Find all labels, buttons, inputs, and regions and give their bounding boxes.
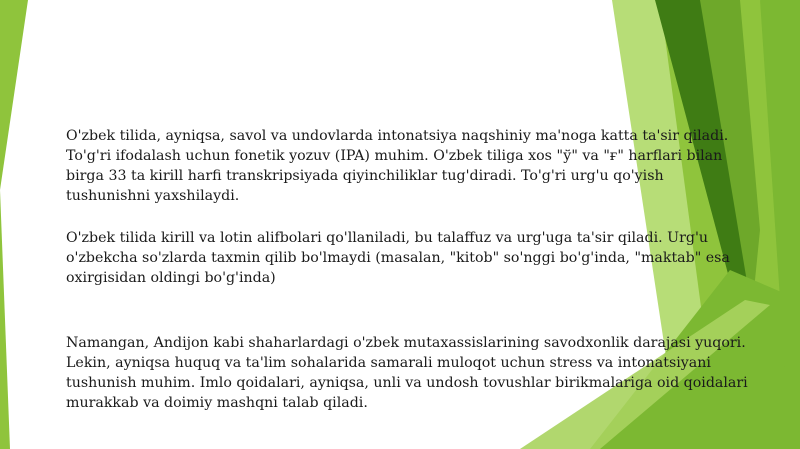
left-green-band [0,0,28,190]
left-green-band-lower [0,190,10,449]
paragraph-line: birga 33 ta kirill harfi transkripsiyada qiyinchiliklar tug'diradi. To'g'ri urg'u qo'yish [66,168,664,184]
paragraph-literacy [66,333,766,413]
paragraph-line: Namangan, Andijon kabi shaharlardagi o'zbek mutaxassislarining savodxonlik darajasi yuqori. [66,335,746,351]
paragraph-line: tushunish muhim. Imlo qoidalari, ayniqsa, unli va undosh tovushlar birikmalariga oid qoidalari [66,375,748,391]
paragraph-line: oxirgisidan oldingi bo'g'inda) [66,270,276,286]
paragraph-intonation [66,126,766,206]
paragraph-line: O'zbek tilida kirill va lotin alifbolari qo'llaniladi, bu talaffuz va urg'uga ta'sir qiladi. Urg'u [66,230,708,246]
paragraph-alphabets [66,228,766,288]
paragraph-line: To'g'ri ifodalash uchun fonetik yozuv (IPA) muhim. O'zbek tiliga xos "ў" va "ғ" harflari bilan [66,148,723,164]
paragraph-line: murakkab va doimiy mashqni talab qiladi. [66,395,368,411]
paragraph-line: Lekin, ayniqsa huquq va ta'lim sohalarida samarali muloqot uchun stress va intonatsiyani [66,355,711,371]
paragraph-line: tushunishni yaxshilaydi. [66,188,240,204]
paragraph-line: O'zbek tilida, ayniqsa, savol va undovlarda intonatsiya naqshiniy ma'noga katta ta'sir qiladi. [66,128,729,144]
paragraph-line: o'zbekcha so'zlarda taxmin qilib bo'lmaydi (masalan, "kitob" so'nggi bo'g'inda, "maktab" esa [66,250,730,266]
